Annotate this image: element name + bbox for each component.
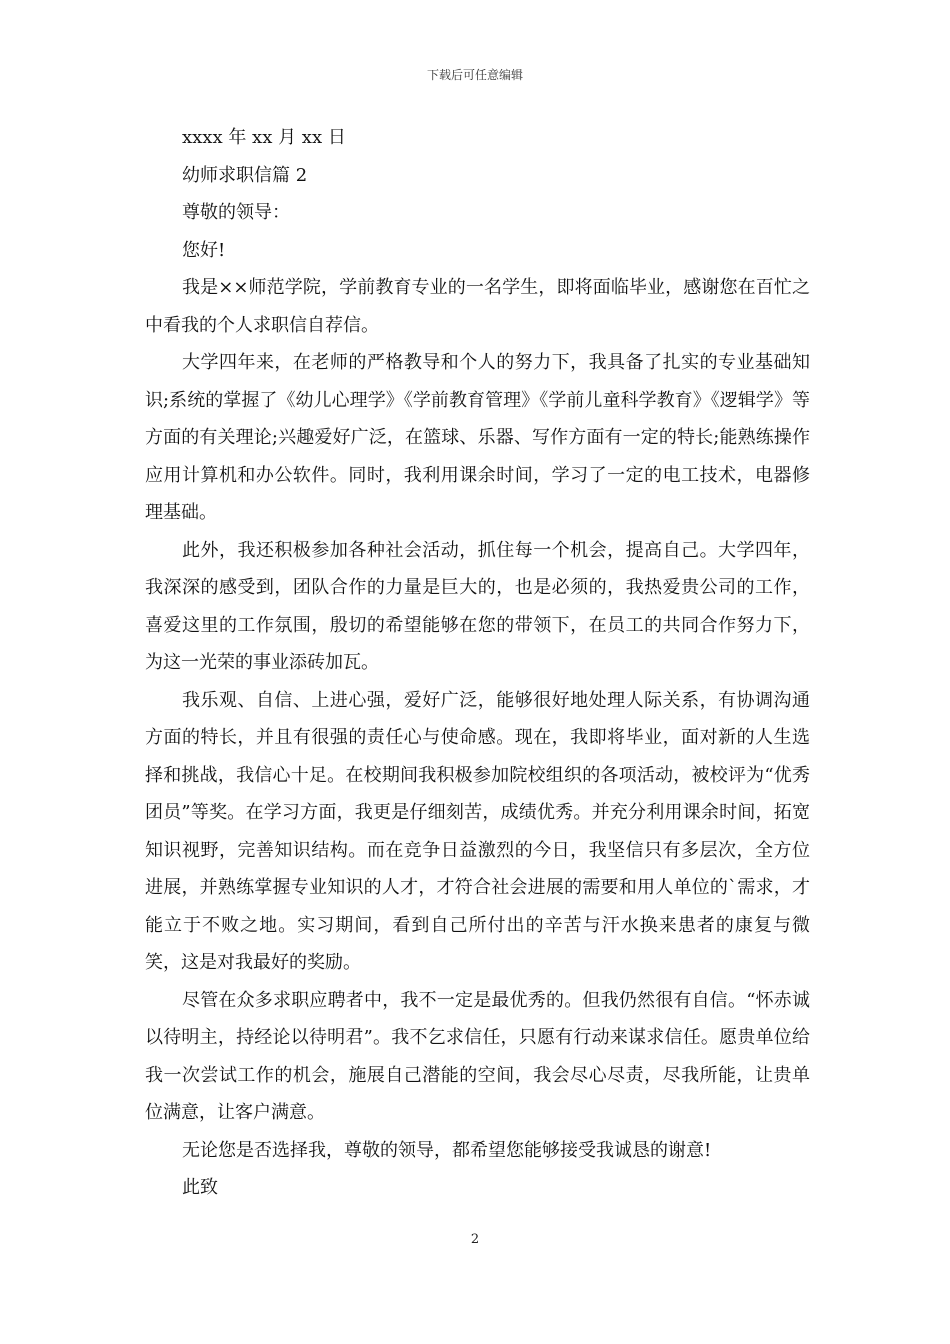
- paragraph-thanks: 无论您是否选择我，尊敬的领导，都希望您能够接受我诚恳的谢意!: [182, 1139, 712, 1161]
- closing: 此致: [182, 1177, 218, 1198]
- paragraph-activities: 此外，我还积极参加各种社会活动，抓住每一个机会，提高自己。大学四年，我深深的感受到，团队合作的力量是巨大的，也是必须的，我热爱贵公司的工作，喜爱这里的工作氛围，殷切的希望能够在您的带领下，在员工的共同合作努力下，为这一光荣的事业添砖加瓦。: [145, 539, 810, 673]
- letter-title: 幼师求职信篇 2: [182, 164, 308, 186]
- page-number: 2: [470, 1232, 480, 1247]
- paragraph-introduction: 我是××师范学院，学前教育专业的一名学生，即将面临毕业，感谢您在百忙之中看我的个人求职信自荐信。: [145, 277, 810, 336]
- salutation: 尊敬的领导：: [182, 202, 290, 223]
- page-header: 下载后可任意编辑: [426, 68, 523, 82]
- paragraph-personality: 我乐观、自信、上进心强，爱好广泛，能够很好地处理人际关系，有协调沟通方面的特长，并且有很强的责任心与使命感。现在，我即将毕业，面对新的人生选择和挑战，我信心十足。在校期间我积极参加院校组织的各项活动，被校评为“优秀团员”等奖。在学习方面，我更是仔细刻苦，成绩优秀。并充分利用课余时间，拓宽知识视野，完善知识结构。而在竞争日益激烈的今日，我坚信只有多层次，全方位进展，并熟练掌握专业知识的人才，才符合社会进展的需要和用人单位的`需求，才能立于不败之地。实习期间，看到自己所付出的辛苦与汗水换来患者的康复与微笑，这是对我最好的奖励。: [145, 689, 810, 973]
- date-line: xxxx 年 xx 月 xx 日: [182, 127, 346, 148]
- paragraph-education: 大学四年来，在老师的严格教导和个人的努力下，我具备了扎实的专业基础知识;系统的掌握了《幼儿心理学》《学前教育管理》《学前儿童科学教育》《逻辑学》等方面的有关理论;兴趣爱好广泛，在篮球、乐器、写作方面有一定的特长;能熟练操作应用计算机和办公软件。同时，我利用课余时间，学习了一定的电工技术，电器修理基础。: [145, 352, 810, 523]
- greeting: 您好!: [182, 239, 226, 261]
- paragraph-confidence: 尽管在众多求职应聘者中，我不一定是最优秀的。但我仍然很有自信。“怀赤诚以待明主，持经论以待明君”。我不乞求信任，只愿有行动来谋求信任。愿贵单位给我一次尝试工作的机会，施展自己潜能的空间，我会尽心尽责，尽我所能，让贵单位满意，让客户满意。: [145, 989, 810, 1123]
- letter-body: [145, 119, 810, 1207]
